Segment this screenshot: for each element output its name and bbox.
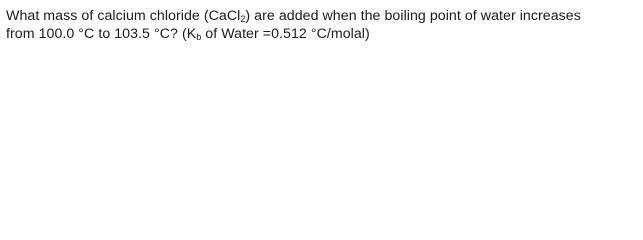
question-line-2-start: from 100.0 °C to 103.5 °C? (K (6, 25, 197, 42)
question-line-2 (6, 26, 638, 44)
question-text (6, 8, 638, 43)
formula-subscript: 2 (240, 14, 246, 24)
question-line-1-end: ) are added when the boiling point of water increases (245, 8, 581, 24)
question-line-2-end: of Water =0.512 °C/molal) (201, 25, 370, 42)
question-line-1-start: What mass of calcium chloride (CaCl (6, 8, 241, 24)
question-line-1 (6, 8, 638, 26)
kb-subscript: b (196, 31, 202, 42)
